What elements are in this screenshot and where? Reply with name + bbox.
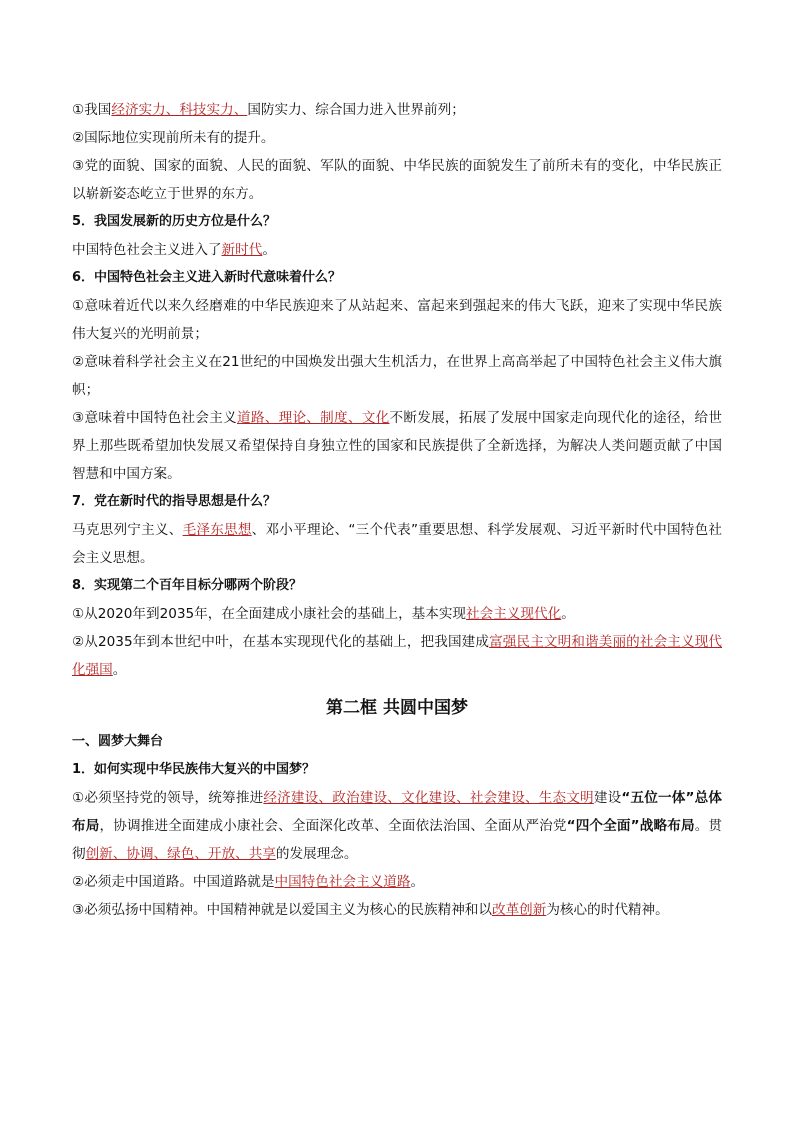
- text: 国防实力、综合国力进入世界前列；: [247, 102, 465, 118]
- section-title: 第二框 共圆中国梦: [326, 698, 468, 718]
- text: 、邓小平理论、“三个代表”重要思想、科学发展观、习近平新时代中国特色社会主义思想。: [72, 522, 723, 566]
- text: ②必须走中国道路。中国道路就是: [72, 874, 275, 890]
- text: 。: [262, 242, 276, 258]
- question-7: 7．党在新时代的指导思想是什么？: [72, 494, 277, 509]
- text: ，协调推进全面建成小康社会、全面深化改革、全面依法治国、全面从严治党: [99, 818, 567, 834]
- highlighted-answer: 社会主义现代化: [466, 606, 562, 622]
- answer-6-item-3: [72, 404, 722, 488]
- answer-8-item-1: [72, 600, 722, 628]
- text: 。: [112, 662, 127, 678]
- text: 为核心的时代精神。: [546, 902, 669, 918]
- answer-7: [72, 516, 722, 572]
- achievement-item-2: ②国际地位实现前所未有的提升。: [72, 130, 275, 146]
- answer-f2-item-1: [72, 784, 722, 868]
- answer-8-item-2: [72, 628, 722, 684]
- text: ①我国: [72, 102, 112, 118]
- highlighted-answer: 改革创新: [492, 902, 547, 918]
- question-f2-1: 1．如何实现中华民族伟大复兴的中国梦？: [72, 762, 316, 777]
- highlighted-answer: 富强民主文明和谐美丽的社会主义现代化强国: [72, 634, 722, 678]
- subsection-heading: 一、圆梦大舞台: [72, 734, 164, 749]
- text: 。贯彻: [72, 818, 723, 862]
- text: ③必须弘扬中国精神。中国精神就是以爱国主义为核心的民族精神和以: [72, 902, 492, 918]
- highlighted-answer: 经济实力、科技实力、: [111, 102, 248, 118]
- answer-5: [72, 236, 722, 264]
- text: ③意味着中国特色社会主义: [72, 410, 237, 426]
- text: ①从2020年到2035年，在全面建成小康社会的基础上，基本实现: [72, 606, 467, 622]
- highlighted-answer: 毛泽东思想: [182, 522, 252, 538]
- achievement-item-3: ③党的面貌、国家的面貌、人民的面貌、军队的面貌、中华民族的面貌发生了前所未有的变化，中华民族正以崭新姿态屹立于世界的东方。: [72, 158, 722, 202]
- highlighted-answer: 新时代: [221, 242, 263, 258]
- bold-term: “四个全面”战略布局: [566, 818, 695, 834]
- text: 中国特色社会主义进入了: [72, 242, 222, 258]
- answer-f2-item-2: [72, 868, 722, 896]
- answer-6-item-2: ②意味着科学社会主义在21世纪的中国焕发出强大生机活力，在世界上高高举起了中国特色社会主义伟大旗帜；: [72, 354, 722, 398]
- highlighted-answer: 创新、协调、绿色、开放、共享: [85, 846, 276, 862]
- text: 不断发展，拓展了发展中国家走向现代化的途径，给世界上那些既希望加快发展又希望保持自身独立性的国家和民族提供了全新选择，为解决人类问题贡献了中国智慧和中国方案。: [72, 410, 723, 482]
- question-5: 5．我国发展新的历史方位是什么？: [72, 214, 277, 229]
- question-8: 8．实现第二个百年目标分哪两个阶段？: [72, 578, 303, 593]
- page-content: [72, 96, 722, 924]
- highlighted-answer: 道路、理论、制度、文化: [236, 410, 390, 426]
- achievement-item-1: [72, 96, 722, 124]
- text: 。: [561, 606, 575, 622]
- text: 。: [410, 874, 425, 890]
- question-6: 6．中国特色社会主义进入新时代意味着什么？: [72, 270, 342, 285]
- text: 建设: [593, 790, 622, 806]
- highlighted-answer: 中国特色社会主义道路: [274, 874, 411, 890]
- text: ②从2035年到本世纪中叶，在基本实现现代化的基础上，把我国建成: [72, 634, 490, 650]
- answer-f2-item-3: [72, 896, 722, 924]
- highlighted-answer: 经济建设、政治建设、文化建设、社会建设、生态文明: [263, 790, 594, 806]
- text: ①必须坚持党的领导，统筹推进: [72, 790, 264, 806]
- bold-term: “五位一体”总体布局: [72, 790, 723, 834]
- text: 的发展理念。: [275, 846, 358, 862]
- text: 马克思列宁主义、: [72, 522, 183, 538]
- answer-6-item-1: ①意味着近代以来久经磨难的中华民族迎来了从站起来、富起来到强起来的伟大飞跃，迎来了实现中华民族伟大复兴的光明前景；: [72, 298, 722, 342]
